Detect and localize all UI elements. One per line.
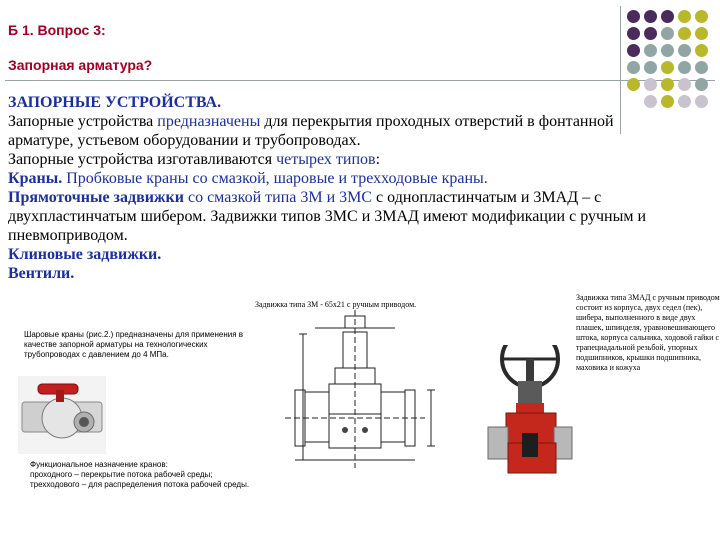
globe-valves-title: Вентили.: [8, 265, 75, 282]
decorative-dot: [627, 44, 640, 57]
gate-valves-title: Прямоточные задвижки: [8, 189, 184, 206]
decorative-dot: [661, 10, 674, 23]
decorative-dot: [678, 78, 691, 91]
wedge-valves-title: Клиновые задвижки.: [8, 246, 162, 263]
decorative-dot: [678, 44, 691, 57]
decorative-dot: [644, 61, 657, 74]
gate-valve-3m-drawing: [285, 310, 455, 470]
decorative-dot: [627, 61, 640, 74]
decorative-dot: [678, 27, 691, 40]
decorative-dot: [678, 61, 691, 74]
text-run: для перекрытия проходных отверстий в фонтанной арматуре, устьевом оборудовании и трубопроводах.: [8, 113, 614, 149]
decorative-dot: [661, 61, 674, 74]
figure-caption-zmad: Задвижка типа 3МАД с ручным приводом состоит из корпуса, двух седел (пек), шибера, выполненного в виде двух плашек, шпинделя, уравновешивающего штока, корпуса сальника, ходовой гайки с трапециадальной резьбой, упорных подшипников, крышки подшипника, маховика и кожуха: [576, 293, 720, 372]
decorative-dot: [695, 10, 708, 23]
decorative-dot: [661, 78, 674, 91]
decorative-dot: [644, 10, 657, 23]
decorative-dot: [678, 95, 691, 108]
decorative-dot: [695, 95, 708, 108]
paragraph-purpose: [8, 112, 673, 150]
decorative-dot: [644, 78, 657, 91]
text-run: :: [375, 151, 381, 168]
section-heading: ЗАПОРНЫЕ УСТРОЙСТВА.: [8, 94, 222, 111]
paragraph-gate-valves: [8, 188, 673, 245]
main-text-block: [8, 93, 673, 283]
cranes-text: Пробковые краны со смазкой, шаровые и трехходовые краны.: [62, 170, 488, 187]
decorative-dot: [695, 61, 708, 74]
decorative-dot: [661, 44, 674, 57]
gate-valve-zmad-image: [486, 345, 574, 480]
decorative-dot: [644, 27, 657, 40]
text-run-highlight: четырех типов: [276, 151, 376, 168]
question-label: Б 1. Вопрос 3:: [8, 22, 106, 38]
decorative-dot: [627, 10, 640, 23]
text-run: Запорные устройства: [8, 113, 158, 130]
decorative-dot: [695, 44, 708, 57]
decorative-dot: [627, 27, 640, 40]
ball-valves-caption: Шаровые краны (рис.2.) предназначены для применения в качестве запорной арматуры на технологических трубопроводах с давлением до 4 МПа.: [24, 330, 244, 359]
ball-valve-image: [18, 376, 106, 454]
figure-caption-3m: Задвижка типа 3М - 65х21 с ручным приводом.: [255, 300, 417, 309]
paragraph-cranes: [8, 169, 673, 188]
gate-valves-text: с однопластинчатым и 3МАД – с двухпластинчатым шибером. Задвижки типов 3МС и 3МАД имеют модификации с ручным и пневмоприводом.: [8, 189, 647, 244]
decorative-dot: [644, 44, 657, 57]
gate-valves-text-highlight: со смазкой типа 3М и 3МС: [183, 189, 373, 206]
paragraph-types: [8, 150, 673, 169]
decorative-horizontal-rule: [5, 80, 715, 81]
decorative-dot: [695, 78, 708, 91]
function-title: Функциональное назначение кранов:: [30, 460, 168, 469]
text-run-highlight: предназначены: [157, 113, 261, 130]
text-run: Запорные устройства изготавливаются: [8, 151, 277, 168]
decorative-dot: [627, 78, 640, 91]
function-line-1: проходного – перекрытие потока рабочей среды;: [30, 470, 213, 479]
topic-title: Запорная арматура?: [8, 57, 153, 73]
cranes-title: Краны.: [8, 170, 63, 187]
decorative-dot: [678, 10, 691, 23]
decorative-dot: [695, 27, 708, 40]
decorative-dot: [661, 27, 674, 40]
function-line-2: трехходового – для распределения потока рабочей среды.: [30, 480, 250, 489]
